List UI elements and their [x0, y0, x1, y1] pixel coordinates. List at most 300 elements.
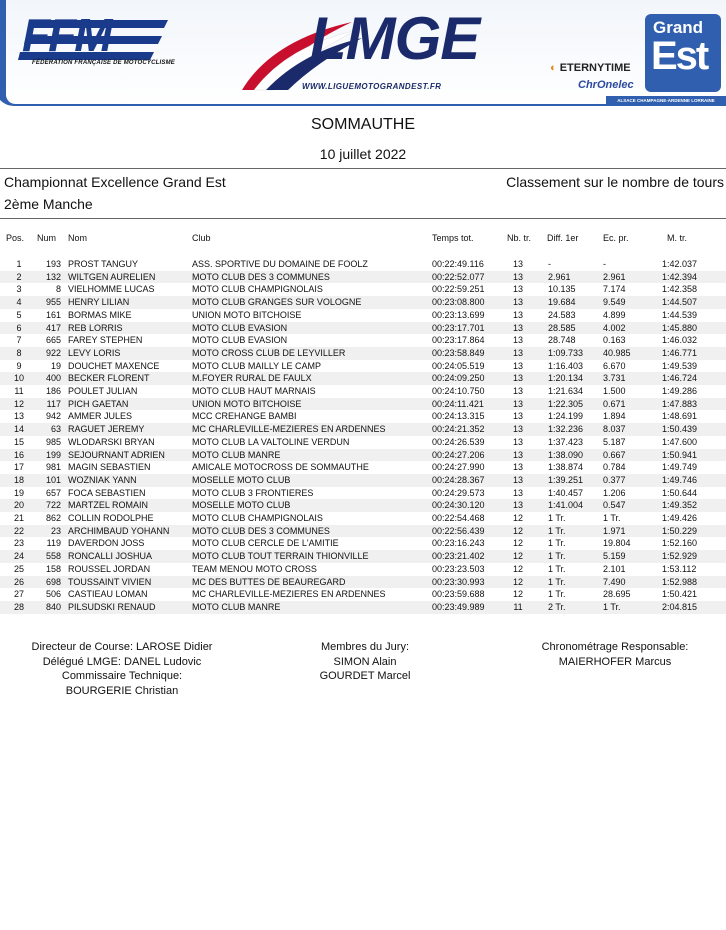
cell-num: 119 [46, 538, 61, 549]
cell-num: 942 [45, 411, 61, 422]
cell-temps: 00:24:28.367 [432, 474, 485, 485]
table-row [0, 385, 726, 398]
table-row [0, 423, 726, 436]
cell-temps: 00:24:27.990 [432, 462, 485, 473]
cell-pos: 8 [16, 347, 22, 358]
jury-member-1: SIMON Alain [333, 655, 397, 668]
cell-nom: MAGIN SEBASTIEN [68, 462, 151, 473]
cell-pos: 9 [16, 360, 22, 371]
table-row [0, 449, 726, 462]
cell-temps: 00:24:05.519 [432, 360, 485, 371]
cell-ecpr: 1 Tr. [603, 601, 621, 612]
cell-diff: 1:20.134 [548, 373, 584, 384]
cell-temps: 00:23:13.699 [432, 309, 485, 320]
cell-nbtr: 12 [512, 513, 523, 523]
cell-nom: TOUSSAINT VIVIEN [68, 576, 152, 587]
cell-num: 985 [45, 436, 61, 447]
cell-mtr: 1:49.286 [662, 386, 698, 396]
cell-pos: 15 [13, 436, 24, 447]
table-row [0, 296, 726, 309]
cell-ecpr: 6.670 [603, 360, 626, 371]
cell-mtr: 1:46.032 [662, 335, 698, 346]
cell-pos: 20 [13, 500, 24, 511]
cell-num: 158 [45, 563, 61, 574]
ffm-subtitle: FÉDÉRATION FRANÇAISE DE MOTOCYCLISME [32, 60, 175, 66]
event-date: 10 juillet 2022 [319, 146, 407, 162]
cell-mtr: 1:49.539 [662, 360, 698, 371]
cell-diff: 1 Tr. [548, 525, 566, 536]
cell-club: MOTO CROSS CLUB DE LEYVILLER [192, 347, 346, 358]
cell-nom: MARTZEL ROMAIN [68, 500, 149, 511]
event-name: SOMMAUTHE [311, 116, 415, 133]
cell-temps: 00:23:30.993 [432, 576, 485, 587]
table-row [0, 347, 726, 360]
cell-mtr: 1:47.600 [662, 436, 698, 447]
officials-left [14, 640, 230, 698]
cell-club: MOTO CLUB EVASION [192, 322, 288, 333]
cell-club: UNION MOTO BITCHOISE [192, 309, 302, 320]
cell-diff: 1:38.874 [548, 462, 584, 473]
cell-pos: 25 [13, 563, 24, 574]
cell-pos: 14 [13, 424, 24, 435]
cell-club: MOTO CLUB CHAMPIGNOLAIS [192, 513, 323, 523]
divider-table [0, 218, 726, 219]
header-nom: Nom [68, 233, 88, 243]
cell-nbtr: 13 [512, 360, 523, 371]
cell-club: MOSELLE MOTO CLUB [192, 474, 291, 485]
cell-nbtr: 12 [512, 525, 523, 536]
cell-diff: 19.684 [548, 297, 576, 308]
cell-nom: PROST TANGUY [68, 259, 139, 269]
cell-ecpr: 19.804 [603, 538, 631, 549]
cell-num: 922 [45, 347, 61, 358]
cell-diff: 24.583 [548, 309, 576, 320]
cell-ecpr: 7.174 [603, 284, 626, 295]
lmge-website-url: WWW.LIGUEMOTOGRANDEST.FR [302, 82, 442, 91]
cell-pos: 18 [13, 474, 24, 485]
cell-diff: 1 Tr. [548, 589, 566, 600]
cell-diff: - [548, 259, 551, 269]
table-row [0, 372, 726, 385]
cell-pos: 11 [14, 386, 24, 396]
header-nbtr: Nb. tr. [507, 233, 532, 243]
cell-temps: 00:23:49.989 [432, 601, 485, 612]
table-row [0, 601, 726, 614]
cell-nbtr: 13 [512, 259, 523, 269]
cell-ecpr: 0.377 [603, 474, 626, 485]
grand-est-regions: ALSACE CHAMPAGNE-ARDENNE LORRAINE [606, 96, 726, 105]
table-row [0, 499, 726, 512]
cell-nbtr: 13 [512, 474, 523, 485]
table-row [0, 309, 726, 322]
cell-temps: 00:23:59.688 [432, 589, 485, 600]
table-row [0, 258, 726, 271]
cell-temps: 00:22:49.116 [432, 259, 484, 269]
cell-nom: RAGUET JEREMY [68, 424, 145, 435]
cell-pos: 21 [13, 513, 24, 523]
cell-nom: BECKER FLORENT [68, 373, 150, 384]
cell-diff: 1:40.457 [548, 487, 584, 498]
cell-ecpr: 1.500 [603, 386, 626, 396]
header-pos: Pos. [6, 233, 25, 243]
cell-club: MC CHARLEVILLE-MEZIERES EN ARDENNES [192, 589, 386, 600]
cell-nbtr: 13 [512, 449, 523, 460]
table-row [0, 398, 726, 411]
cell-nbtr: 12 [512, 538, 523, 549]
cell-pos: 2 [16, 271, 22, 282]
cell-nom: DOUCHET MAXENCE [68, 360, 160, 371]
cell-temps: 00:24:09.250 [432, 373, 485, 384]
cell-nbtr: 13 [512, 284, 523, 295]
cell-mtr: 1:50.439 [662, 424, 698, 435]
cell-temps: 00:22:56.439 [432, 525, 485, 536]
cell-nbtr: 13 [512, 398, 523, 409]
cell-temps: 00:24:27.206 [432, 449, 485, 460]
cell-mtr: 1:46.724 [662, 373, 698, 384]
cell-ecpr: 8.037 [603, 424, 626, 435]
cell-num: 862 [45, 513, 61, 523]
cell-pos: 27 [13, 589, 24, 600]
cell-temps: 00:24:30.120 [432, 500, 485, 511]
header-diff: Diff. 1er [547, 233, 579, 243]
cell-num: 506 [45, 589, 61, 600]
header-mtr: M. tr. [667, 233, 687, 243]
table-row [0, 474, 726, 487]
cell-temps: 00:22:59.251 [432, 284, 485, 295]
table-row [0, 410, 726, 423]
cell-temps: 00:23:58.849 [432, 347, 485, 358]
table-row [0, 283, 726, 296]
cell-diff: 1 Tr. [548, 563, 566, 574]
cell-ecpr: 1.894 [603, 411, 626, 422]
cell-ecpr: - [603, 259, 606, 269]
cell-diff: 10.135 [548, 284, 576, 295]
grand-est-logo-big: Est [651, 34, 708, 78]
cell-ecpr: 9.549 [603, 297, 626, 308]
cell-num: 8 [55, 284, 61, 295]
cell-num: 19 [50, 360, 61, 371]
cell-num: 840 [45, 601, 61, 612]
cell-nbtr: 12 [512, 563, 523, 574]
ranking-type: Classement sur le nombre de tours [506, 174, 724, 190]
cell-diff: 1 Tr. [548, 576, 566, 587]
cell-pos: 3 [16, 284, 22, 295]
cell-nom: CASTIEAU LOMAN [68, 589, 148, 600]
cell-nbtr: 11 [513, 601, 523, 612]
cell-ecpr: 3.731 [603, 373, 626, 384]
cell-mtr: 1:46.771 [662, 347, 698, 358]
cell-club: M.FOYER RURAL DE FAULX [192, 373, 312, 384]
cell-club: MOTO CLUB GRANGES SUR VOLOGNE [192, 297, 362, 308]
cell-pos: 22 [13, 525, 24, 536]
cell-pos: 10 [13, 373, 24, 384]
cell-mtr: 1:53.112 [662, 563, 697, 574]
cell-diff: 1:32.236 [548, 424, 584, 435]
cell-num: 132 [45, 271, 61, 282]
cell-club: MOTO CLUB CERCLE DE L'AMITIE [192, 538, 339, 549]
cell-nbtr: 13 [512, 487, 523, 498]
cell-mtr: 1:52.988 [662, 576, 698, 587]
cell-temps: 00:23:23.503 [432, 563, 485, 574]
cell-mtr: 1:52.929 [662, 551, 698, 562]
cell-club: MOTO CLUB MAILLY LE CAMP [192, 360, 322, 371]
cell-club: MC CHARLEVILLE-MEZIERES EN ARDENNES [192, 424, 386, 435]
cell-mtr: 1:42.394 [662, 271, 698, 282]
cell-diff: 2 Tr. [548, 601, 566, 612]
cell-nom: VIELHOMME LUCAS [68, 284, 155, 295]
cell-ecpr: 0.784 [603, 462, 626, 473]
cell-diff: 1:38.090 [548, 449, 584, 460]
cell-nom: FAREY STEPHEN [68, 335, 143, 346]
chronelec-logo: ChrOnelec [578, 79, 634, 91]
cell-ecpr: 1.206 [603, 487, 626, 498]
cell-mtr: 1:49.426 [662, 513, 698, 523]
cell-diff: 1:39.251 [548, 474, 584, 485]
cell-nom: COLLIN RODOLPHE [68, 513, 154, 523]
cell-nbtr: 13 [512, 297, 523, 308]
cell-num: 657 [45, 487, 61, 498]
cell-pos: 23 [13, 538, 24, 549]
table-row [0, 436, 726, 449]
cell-diff: 1 Tr. [548, 551, 566, 562]
cell-num: 698 [45, 576, 61, 587]
cell-club: MCC CREHANGE BAMBI [192, 411, 297, 422]
cell-club: MOTO CLUB 3 FRONTIERES [192, 487, 314, 498]
jury-member-2: GOURDET Marcel [319, 670, 411, 682]
table-row [0, 537, 726, 550]
cell-pos: 19 [13, 487, 24, 498]
cell-club: MOTO CLUB MANRE [192, 601, 281, 612]
cell-diff: 1 Tr. [548, 538, 566, 549]
grand-est-logo [645, 14, 721, 92]
cell-club: MC DES BUTTES DE BEAUREGARD [192, 576, 346, 587]
cell-pos: 4 [16, 297, 22, 308]
cell-num: 199 [45, 449, 61, 460]
table-row [0, 271, 726, 284]
cell-club: MOTO CLUB DES 3 COMMUNES [192, 525, 330, 536]
cell-nom: REB LORRIS [68, 322, 123, 333]
cell-diff: 1:41.004 [548, 500, 584, 511]
cell-nbtr: 13 [512, 373, 523, 384]
cell-num: 23 [50, 525, 61, 536]
cell-nom: DAVERDON JOSS [68, 538, 145, 549]
cell-ecpr: 4.002 [603, 322, 626, 333]
cell-num: 161 [45, 309, 61, 320]
cell-temps: 00:24:13.315 [432, 411, 485, 422]
cell-pos: 7 [16, 335, 22, 346]
cell-mtr: 1:42.358 [662, 284, 698, 295]
cell-mtr: 2:04.815 [662, 601, 698, 612]
cell-ecpr: 4.899 [603, 309, 626, 320]
cell-diff: 1:24.199 [548, 411, 584, 422]
cell-num: 955 [45, 297, 61, 308]
cell-club: MOTO CLUB CHAMPIGNOLAIS [192, 284, 323, 295]
cell-num: 722 [45, 500, 61, 511]
cell-diff: 1 Tr. [548, 513, 566, 523]
cell-nom: SEJOURNANT ADRIEN [68, 449, 165, 460]
cell-mtr: 1:49.746 [662, 474, 698, 485]
table-row [0, 563, 726, 576]
cell-ecpr: 7.490 [603, 576, 626, 587]
cell-mtr: 1:50.229 [662, 525, 698, 536]
table-row [0, 334, 726, 347]
ffm-logo-text: FFM [22, 9, 111, 61]
cell-nom: BORMAS MIKE [68, 309, 132, 320]
cell-club: MOSELLE MOTO CLUB [192, 500, 291, 511]
cell-nom: FOCA SEBASTIEN [68, 487, 146, 498]
cell-pos: 17 [13, 462, 24, 473]
cell-num: 665 [45, 335, 61, 346]
table-row [0, 487, 726, 500]
cell-nbtr: 13 [512, 500, 523, 511]
cell-temps: 00:24:10.750 [432, 386, 485, 396]
cell-nbtr: 12 [512, 576, 523, 587]
cell-club: ASS. SPORTIVE DU DOMAINE DE FOOLZ [192, 259, 368, 269]
cell-num: 981 [45, 462, 61, 473]
timing-label: Chronométrage Responsable: [541, 641, 689, 653]
cell-num: 193 [45, 259, 61, 269]
race-director: Directeur de Course: LAROSE Didier [31, 641, 213, 653]
cell-ecpr: 5.159 [603, 551, 626, 562]
cell-temps: 00:22:54.468 [432, 513, 485, 523]
table-row [0, 550, 726, 563]
cell-nbtr: 13 [512, 271, 523, 282]
cell-ecpr: 0.667 [603, 449, 626, 460]
cell-num: 400 [45, 373, 61, 384]
cell-ecpr: 0.547 [603, 500, 626, 511]
cell-ecpr: 0.163 [603, 335, 626, 346]
cell-temps: 00:22:52.077 [432, 271, 485, 282]
cell-num: 186 [45, 386, 61, 396]
cell-nom: ROUSSEL JORDAN [68, 563, 151, 574]
cell-mtr: 1:49.352 [662, 500, 698, 511]
race-title: 2ème Manche [4, 196, 93, 212]
cell-ecpr: 0.671 [603, 398, 626, 409]
officials-jury [300, 640, 430, 684]
championship-title: Championnat Excellence Grand Est [4, 174, 226, 190]
jury-label: Membres du Jury: [320, 641, 410, 653]
grand-est-logo-top: Grand [653, 18, 704, 37]
cell-diff: 28.748 [548, 335, 576, 346]
cell-mtr: 1:50.644 [662, 487, 698, 498]
cell-pos: 6 [16, 322, 22, 333]
cell-mtr: 1:44.507 [662, 297, 698, 308]
table-row [0, 322, 726, 335]
cell-club: MOTO CLUB HAUT MARNAIS [192, 386, 316, 396]
cell-nbtr: 13 [512, 411, 523, 422]
cell-club: TEAM MENOU MOTO CROSS [192, 563, 317, 574]
header-temps: Temps tot. [432, 233, 474, 243]
lmge-delegate: Délégué LMGE: DANEL Ludovic [42, 655, 202, 668]
cell-num: 63 [50, 424, 61, 435]
lmge-logo-text: LMGE [310, 5, 480, 72]
cell-nom: AMMER JULES [68, 411, 133, 422]
cell-club: MOTO CLUB LA VALTOLINE VERDUN [192, 436, 350, 447]
cell-diff: 1:37.423 [548, 436, 584, 447]
cell-club: MOTO CLUB DES 3 COMMUNES [192, 271, 330, 282]
cell-mtr: 1:50.941 [662, 449, 698, 460]
header-banner [0, 0, 726, 107]
cell-temps: 00:23:21.402 [432, 551, 485, 562]
cell-pos: 12 [13, 398, 24, 409]
cell-pos: 13 [13, 411, 24, 422]
cell-mtr: 1:45.880 [662, 322, 698, 333]
cell-club: AMICALE MOTOCROSS DE SOMMAUTHE [192, 462, 369, 473]
cell-temps: 00:24:29.573 [432, 487, 485, 498]
technical-commissioner-name: BOURGERIE Christian [65, 684, 179, 697]
cell-diff: 2.961 [548, 271, 571, 282]
cell-club: UNION MOTO BITCHOISE [192, 398, 302, 409]
cell-temps: 00:23:08.800 [432, 297, 485, 308]
cell-pos: 26 [13, 576, 24, 587]
cell-num: 417 [45, 322, 61, 333]
cell-nbtr: 13 [512, 424, 523, 435]
cell-pos: 16 [13, 449, 24, 460]
cell-pos: 5 [16, 309, 22, 320]
cell-mtr: 1:47.883 [662, 398, 698, 409]
cell-mtr: 1:42.037 [662, 259, 698, 269]
cell-nbtr: 13 [512, 347, 523, 358]
eternytime-logo: ◐ ETERNYTIME [550, 62, 631, 74]
cell-temps: 00:23:17.701 [432, 322, 485, 333]
table-row [0, 588, 726, 601]
cell-nbtr: 13 [512, 436, 523, 447]
cell-nbtr: 12 [512, 551, 523, 562]
cell-nom: WLODARSKI BRYAN [68, 436, 155, 447]
cell-nom: WILTGEN AURELIEN [68, 271, 156, 282]
cell-mtr: 1:52.160 [662, 538, 698, 549]
cell-temps: 00:24:21.352 [432, 424, 485, 435]
cell-diff: 28.585 [548, 322, 576, 333]
cell-pos: 28 [13, 601, 24, 612]
eternytime-logo-text: ETERNYTIME [559, 62, 631, 74]
cell-num: 117 [46, 398, 61, 409]
cell-nom: ARCHIMBAUD YOHANN [68, 525, 170, 536]
cell-nbtr: 13 [512, 335, 523, 346]
technical-commissioner-label: Commissaire Technique: [61, 670, 183, 682]
cell-nom: LEVY LORIS [68, 347, 121, 358]
table-row [0, 525, 726, 538]
cell-nbtr: 13 [512, 309, 523, 320]
cell-nbtr: 13 [512, 386, 523, 396]
table-row [0, 360, 726, 373]
cell-nom: RONCALLI JOSHUA [68, 551, 153, 562]
cell-pos: 1 [16, 259, 22, 269]
cell-ecpr: 1 Tr. [603, 513, 621, 523]
cell-club: MOTO CLUB EVASION [192, 335, 288, 346]
cell-temps: 00:23:16.243 [432, 538, 485, 549]
table-row [0, 512, 726, 525]
officials-timing [515, 640, 715, 669]
cell-diff: 1:16.403 [548, 360, 584, 371]
cell-nom: PICH GAETAN [68, 398, 129, 409]
cell-pos: 24 [13, 551, 24, 562]
cell-nbtr: 13 [512, 322, 523, 333]
cell-mtr: 1:48.691 [662, 411, 698, 422]
cell-nom: WOZNIAK YANN [68, 474, 137, 485]
cell-club: MOTO CLUB TOUT TERRAIN THIONVILLE [192, 551, 369, 562]
cell-temps: 00:23:17.864 [432, 335, 485, 346]
cell-mtr: 1:49.749 [662, 462, 698, 473]
cell-ecpr: 2.961 [603, 271, 626, 282]
cell-temps: 00:24:26.539 [432, 436, 485, 447]
cell-nbtr: 12 [512, 589, 523, 600]
table-row [0, 461, 726, 474]
cell-nom: POULET JULIAN [68, 386, 138, 396]
cell-ecpr: 40.985 [603, 347, 631, 358]
cell-ecpr: 28.695 [603, 589, 631, 600]
cell-nom: PILSUDSKI RENAUD [68, 601, 156, 612]
